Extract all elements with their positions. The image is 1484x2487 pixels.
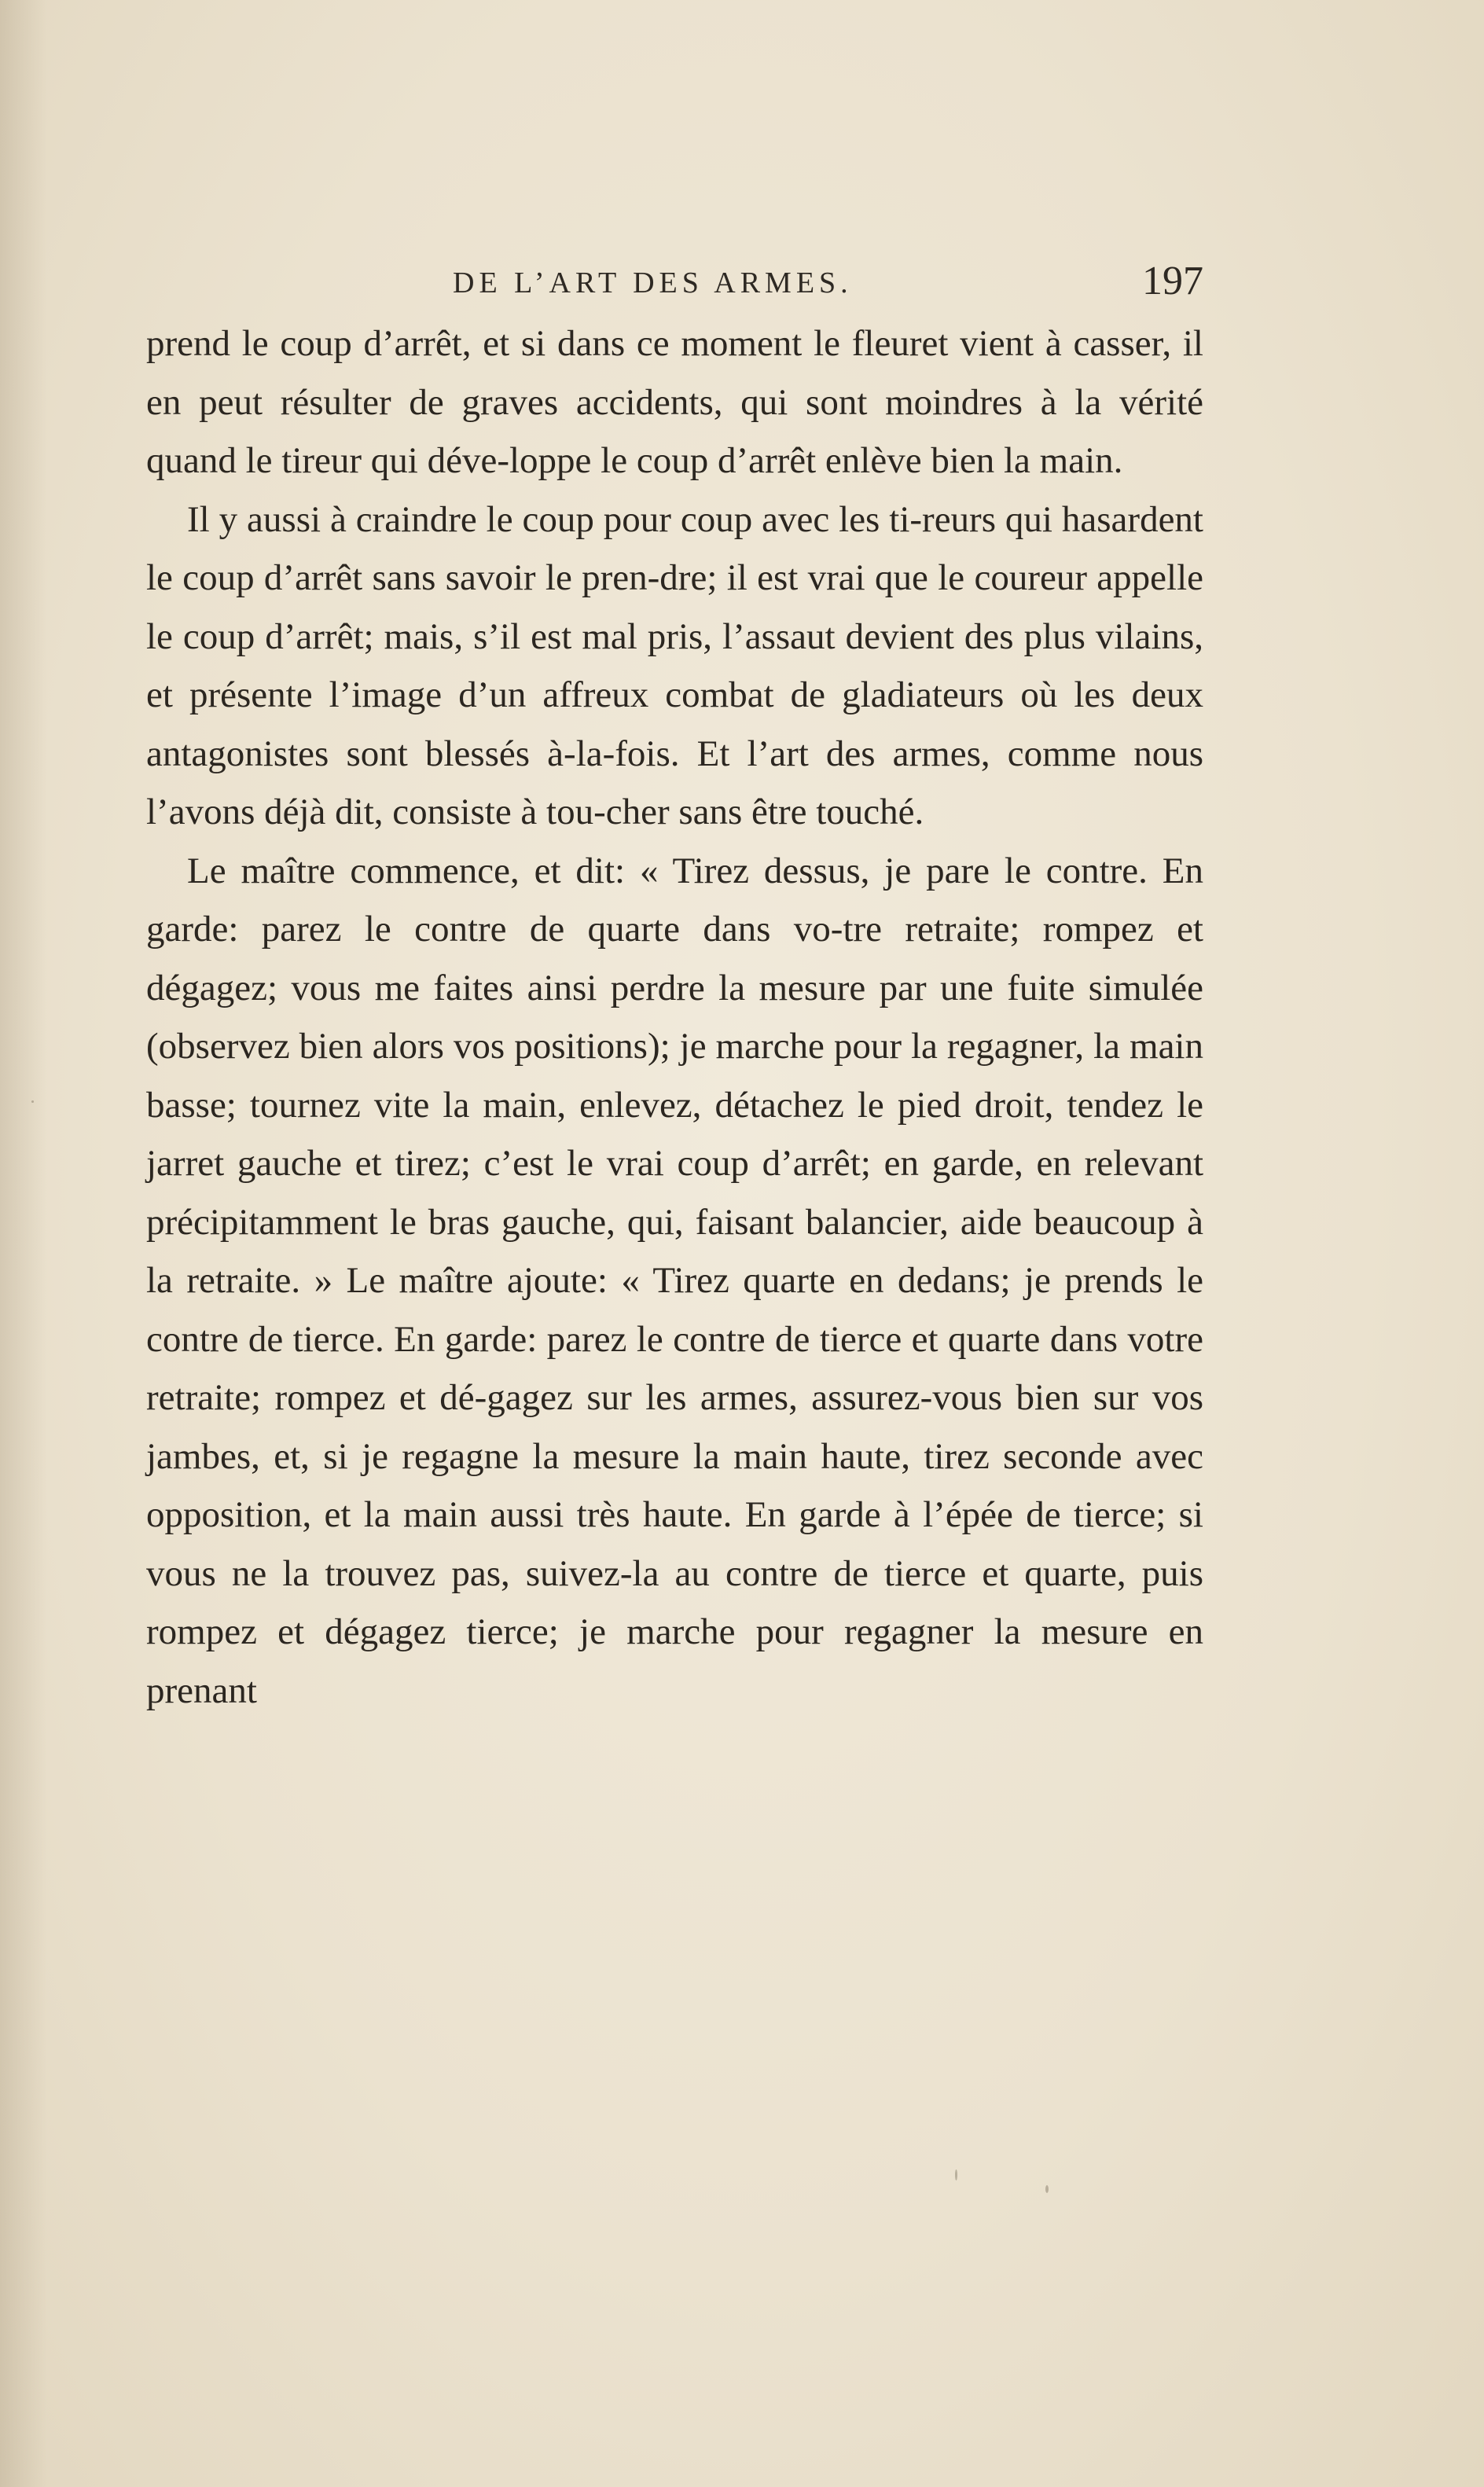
text-block <box>146 252 1203 1720</box>
paper-speck <box>955 2169 957 2180</box>
paragraph-coup-pour-coup: Il y aussi à craindre le coup pour coup avec les ti-reurs qui hasardent le coup d’arrêt sans savoir le pren-dre; il est vrai que le coureur appelle le coup d’arrêt; mais, s’il est mal pris, l’assaut devient des plus vilains, et présente l’image d’un affreux combat de gladiateurs où les deux antagonistes sont blessés à-la-fois. Et l’art des armes, comme nous l’avons déjà dit, consiste à tou-cher sans être touché. <box>146 498 1203 832</box>
page-number: 197 <box>1142 259 1203 303</box>
paragraph-continuation: prend le coup d’arrêt, et si dans ce moment le fleuret vient à casser, il en peut résulter de graves accidents, qui sont moindres à la vérité quand le tireur qui déve-loppe le coup d’arrêt enlève bien la main. <box>146 323 1203 481</box>
spine-shadow <box>0 0 47 2487</box>
running-title: DE L’ART DES ARMES. <box>453 266 853 299</box>
paper-speck <box>31 1100 34 1103</box>
paper-speck <box>1045 2185 1049 2193</box>
paragraph-maitre-commence: Le maître commence, et dit: « Tirez dessus, je pare le contre. En garde: parez le contre de quarte dans vo-tre retraite; rompez et dégagez; vous me faites ainsi perdre la mesure par une fuite simulée (observez bien alors vos positions); je marche pour la regagner, la main basse; tournez vite la main, enlevez, détachez le pied droit, tendez le jarret gauche et tirez; c’est le vrai coup d’arrêt; en garde, en relevant précipitamment le bras gauche, qui, faisant balancier, aide beaucoup à la retraite. » Le maître ajoute: « Tirez quarte en dedans; je prends le contre de tierce. En garde: parez le contre de tierce et quarte dans votre retraite; rompez et dé-gagez sur les armes, assurez-vous bien sur vos jambes, et, si je regagne la mesure la main haute, tirez seconde avec opposition, et la main aussi très haute. En garde à l’épée de tierce; si vous ne la trouvez pas, suivez-la au contre de tierce et quarte, puis rompez et dégagez tierce; je marche pour regagner la mesure en prenant <box>146 850 1203 1711</box>
running-head <box>146 252 1203 314</box>
